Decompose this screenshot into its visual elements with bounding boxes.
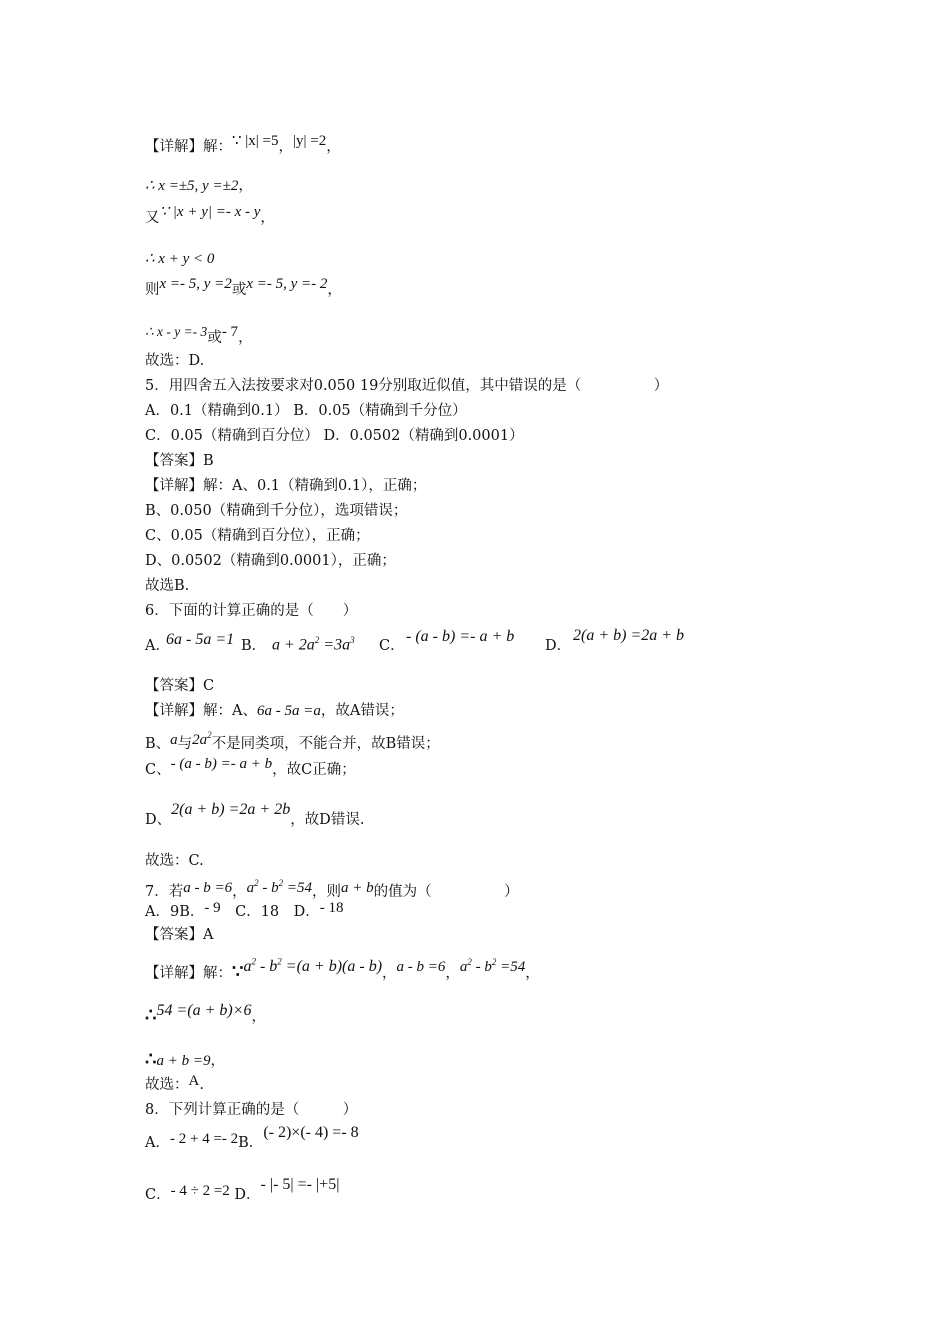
q6-detail-1 <box>145 701 404 721</box>
q5-detail-3: C、0.05（精确到百分位），正确； <box>145 528 370 544</box>
math-expr: a - b =6 <box>183 880 233 896</box>
q5-detail-4: D、0.0502（精确到0.0001），正确； <box>145 553 396 569</box>
math-part: a <box>459 959 468 976</box>
math-expr: 6a - 5a =a <box>256 703 321 719</box>
separator: ， <box>232 884 247 900</box>
q6-option-d-math: 2(a + b) =2a + b <box>573 627 685 644</box>
q7-option-d-math: - 18 <box>319 900 344 916</box>
detail-text: ，故D错误. <box>290 812 365 828</box>
q7-detail-3 <box>145 1050 225 1071</box>
q8-option-b-label: B． <box>238 1135 264 1151</box>
math-part: a <box>246 880 255 896</box>
q5-answer: 【答案】B <box>145 453 214 469</box>
math-case-1: x =- 5, y =2 <box>159 276 232 292</box>
q4-detail-line-3 <box>145 204 275 228</box>
q8-option-c-math: - 4 ÷ 2 =2 <box>170 1183 230 1199</box>
detail-text: ，故A错误； <box>320 703 404 719</box>
math-abs-sum: ∵ |x + y| =- x - y <box>159 204 261 220</box>
math-expr: - (a - b) =- a + b <box>170 756 273 772</box>
math-part: =54 <box>283 880 312 896</box>
q7-answer: 【答案】A <box>145 927 214 943</box>
q4-detail-line-6 <box>145 324 253 348</box>
math-sup: 2 <box>314 635 320 645</box>
separator: ， <box>327 282 342 298</box>
separator: ， <box>445 965 460 982</box>
q4-detail-line-4 <box>145 249 214 269</box>
math-sup: 3 <box>350 635 355 645</box>
q5-options-1: A．0.1（精确到0.1） B．0.05（精确到千分位） <box>145 403 467 419</box>
math-abs-y: |y| =2 <box>293 133 327 149</box>
q7-option-a: A．9 <box>145 904 180 920</box>
q8-option-d-label: D． <box>234 1187 261 1203</box>
q6-options <box>145 627 745 662</box>
math-sup: 2 <box>277 957 282 967</box>
detail-text: . <box>199 1077 204 1093</box>
math-a: a <box>170 732 178 748</box>
q6-detail-2 <box>145 729 440 754</box>
q6-detail-4 <box>145 801 365 830</box>
q4-detail-line-2 <box>145 176 253 196</box>
q6-conclusion: 故选：C. <box>145 853 204 869</box>
math-part: 2a <box>192 732 208 748</box>
separator: ， <box>210 1053 225 1069</box>
math-sup: 2 <box>254 878 259 888</box>
separator: ， <box>238 178 253 194</box>
q8-option-b-math: (- 2)×(- 4) =- 8 <box>263 1124 359 1141</box>
text-or: 或 <box>207 330 222 346</box>
math-sup: 2 <box>467 957 472 968</box>
detail-label: 【详解】解：A、 <box>145 703 257 719</box>
q8-option-a-math: - 2 + 4 =- 2 <box>169 1131 239 1147</box>
q6-option-c-label: C． <box>379 638 405 654</box>
question-text: ，则 <box>311 884 341 900</box>
q4-detail-line-1 <box>145 133 341 157</box>
q6-answer: 【答案】C <box>145 678 215 694</box>
q7-options <box>145 902 344 922</box>
math-xy-values: ∴ x =±5, y =±2 <box>145 178 239 194</box>
math-expr: 54 =(a + b)×6 <box>156 1002 252 1019</box>
math-expr: a + b =9 <box>156 1053 211 1069</box>
q6-option-a-label: A． <box>145 638 170 654</box>
because-symbol: ∵ <box>232 961 244 983</box>
detail-label: D、 <box>145 812 172 828</box>
q5-options-2: C．0.05（精确到百分位） D．0.0502（精确到0.0001） <box>145 428 524 444</box>
math-abs-x: ∵ |x| =5 <box>232 133 279 149</box>
math-expr <box>247 880 312 896</box>
math-part: =3a <box>319 636 351 654</box>
q8-option-c-label: C． <box>145 1187 171 1203</box>
q5-detail-1: 【详解】解：A、0.1（精确到0.1），正确； <box>145 478 427 494</box>
detail-label: 【详解】解： <box>145 965 232 982</box>
math-expr: 2(a + b) =2a + 2b <box>171 801 291 818</box>
detail-text: 不是同类项，不能合并，故B错误； <box>211 736 440 752</box>
q6-detail-3 <box>145 756 356 780</box>
separator: ， <box>326 139 341 155</box>
q5-detail-2: B、0.050（精确到千分位），选项错误； <box>145 503 408 519</box>
math-part: a + 2a <box>272 636 315 654</box>
detail-label: B、 <box>145 736 171 752</box>
detail-text: 与 <box>177 736 193 752</box>
math-case-2: x =- 5, y =- 2 <box>246 276 328 292</box>
text-or: 或 <box>231 282 247 298</box>
q7-question <box>145 877 519 902</box>
q7-option-b-math: - 9 <box>204 900 221 916</box>
q7-option-c: C．18 <box>235 904 280 920</box>
q7-detail-1 <box>145 958 540 983</box>
math-part: =(a + b)(a - b) <box>281 958 383 976</box>
question-text: 的值为（ ） <box>373 884 519 900</box>
separator: ， <box>238 330 253 346</box>
q6-option-d-label: D． <box>545 638 572 654</box>
detail-text: ，故C正确； <box>272 762 356 778</box>
separator: ， <box>278 139 294 155</box>
therefore-symbol: ∴ <box>145 1005 157 1026</box>
detail-label: 【详解】解： <box>145 139 232 155</box>
math-2a2 <box>192 732 212 748</box>
separator: ， <box>251 1009 266 1025</box>
q5-question: 5．用四舍五入法按要求对0.050 19分别取近似值，其中错误的是（ ） <box>145 378 669 394</box>
q6-option-a-math: 6a - 5a =1 <box>166 631 235 648</box>
math-sup: 2 <box>278 878 284 888</box>
math-part: - b <box>258 880 279 896</box>
separator: ， <box>260 210 275 226</box>
math-expr <box>243 958 382 975</box>
math-answer: A <box>188 1073 200 1089</box>
q4-conclusion: 故选：D. <box>145 353 205 369</box>
q6-question: 6．下面的计算正确的是（ ） <box>145 603 358 619</box>
detail-text: 故选： <box>145 1077 189 1093</box>
q7-detail-2 <box>145 1002 266 1027</box>
text-ze: 则 <box>145 282 160 298</box>
q8-options-2 <box>145 1176 340 1205</box>
q6-option-c-math: - (a - b) =- a + b <box>406 628 515 645</box>
math-expr: a + b <box>340 880 374 896</box>
math-part: - b <box>471 959 492 976</box>
math-expr: a - b =6 <box>396 959 446 976</box>
q8-question: 8．下列计算正确的是（ ） <box>145 1102 358 1118</box>
q7-option-d-label: D． <box>293 904 320 920</box>
q6-option-b-label: B． <box>241 638 267 654</box>
q5-detail-5: 故选B. <box>145 578 190 594</box>
math-part: - b <box>255 958 278 976</box>
separator: ， <box>525 965 540 982</box>
detail-label: C、 <box>145 762 171 778</box>
q7-conclusion <box>145 1075 204 1095</box>
q7-option-b-label: B． <box>179 904 205 920</box>
math-inequality: ∴ x + y < 0 <box>145 251 215 267</box>
q8-options-1 <box>145 1124 359 1153</box>
question-text: 7．若 <box>145 884 184 900</box>
q6-option-b-math <box>272 630 355 655</box>
math-result-1: ∴ x - y =- 3 <box>145 324 208 339</box>
q4-detail-line-5 <box>145 276 342 300</box>
q8-option-d-math: - |- 5| =- |+5| <box>260 1176 340 1193</box>
therefore-symbol: ∴ <box>145 1049 157 1070</box>
math-part: =54 <box>496 959 526 976</box>
math-sup: 2 <box>251 957 256 967</box>
text-you: 又 <box>145 210 160 226</box>
q8-option-a-label: A． <box>145 1135 170 1151</box>
math-sup: 2 <box>491 957 497 968</box>
math-sup: 2 <box>207 730 212 740</box>
separator: ， <box>382 965 397 982</box>
math-part: a <box>243 958 252 976</box>
math-result-2: - 7 <box>221 324 239 340</box>
math-expr <box>460 959 525 975</box>
